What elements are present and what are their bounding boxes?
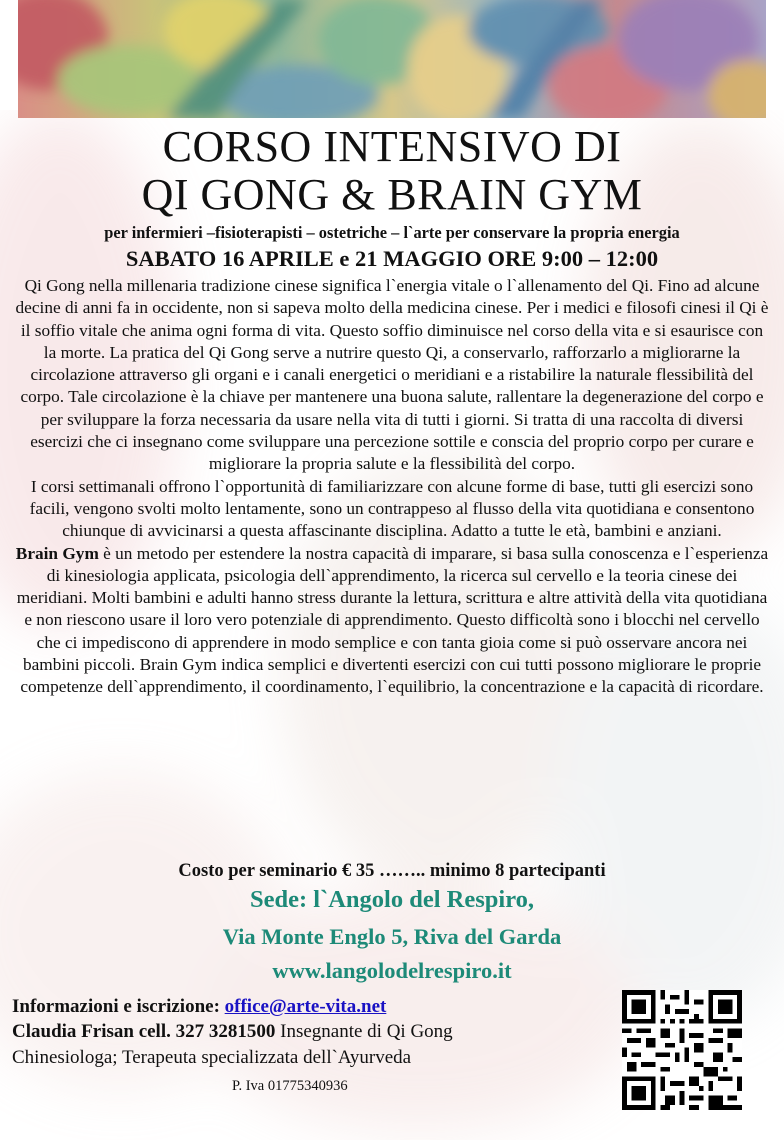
venue-address: Via Monte Englo 5, Riva del Garda: [222, 924, 562, 949]
cost-line: Costo per seminario € 35 …….. minimo 8 partecipanti: [178, 861, 606, 881]
vat-number: P. Iva 01775340936: [232, 1078, 348, 1094]
page-title-line-2: QI GONG & BRAIN GYM: [141, 170, 643, 219]
braingym-label: Brain Gym: [15, 543, 99, 563]
specialization-line: Chinesiologa; Terapeuta specializzata dell`Ayurveda: [12, 1047, 412, 1068]
braingym-paragraph: [14, 543, 770, 699]
braingym-text: è un metodo per estendere la nostra capacità di imparare, si basa sulla conoscenza e l`esperienza di kinesiologia applicata, psicologia dell`apprendimento, la ricerca sul cervello e la teoria cinese dei meridiani. Molti bambini e adulti hanno stress durante la lettura, scrittura e altre attività della vita quotidiana e non riescono usare il loro vero potenziale di apprendimento. Questo difficoltà sono i blocchi nel cervello che ci impediscono di apprendere in modo semplice e con tanta gioia come si può osservare ancora nei bambini piccoli. Brain Gym indica semplici e divertenti esercizi con cui tutti possono migliorare le proprie competenze dell`apprendimento, il coordinamento, l`equilibrio, la concentrazione e la capacità di ricordare.: [16, 543, 769, 697]
watercolor-banner-image: [18, 0, 766, 118]
info-label: Informazioni e iscrizione:: [12, 996, 220, 1017]
contact-role: Insegnante di Qi Gong: [275, 1021, 453, 1042]
course-dates: SABATO 16 APRILE e 21 MAGGIO ORE 9:00 – 12:00: [125, 246, 659, 271]
description-text: [14, 275, 770, 699]
qigong-paragraph: Qi Gong nella millenaria tradizione cinese significa l`energia vitale o l`allenamento del Qi. Fino ad alcune decine di anni fa in occidente, non si sapeva molto della medicina cinese. Per i medici e filosofi cinesi il Qi è il soffio vitale che anima ogni forma di vita. Questo soffio diminuisce nel corso della vita e si esaurisce con la morte. La pratica del Qi Gong serve a nutrire questo Qi, a conservarlo, rafforzarlo a migliorarne la circolazione attraverso gli organi e i canali energetici o meridiani e a ristabilire la naturale flessibilità del corpo. Tale circolazione è la chiave per mantenere una buona salute, rallentare la degenerazione del corpo e per sviluppare la forza necessaria da usare nella vita di tutti i giorni. Si tratta di una raccolta di diversi esercizi che ci insegnano come sviluppare una percezione sottile e conscia del proprio corpo per curare e migliorare la propria salute e la flessibilità del corpo.: [15, 276, 769, 474]
venue-website: www.langolodelrespiro.it: [272, 958, 512, 983]
email-link[interactable]: office@arte-vita.net: [224, 996, 387, 1017]
courses-paragraph: I corsi settimanali offrono l`opportunità di familiarizzare con alcune forme di base, tutti gli esercizi sono facili, vengono svolti molto lentamente, sono un contrappeso al flusso della vita quotidiana e consentono chiunque di avvicinarsi a questa affascinante disciplina. Adatto a tutte le età, bambini e anziani.: [29, 476, 755, 541]
qr-code-icon[interactable]: [622, 990, 742, 1110]
page-title-line-1: CORSO INTENSIVO DI: [162, 122, 622, 171]
contact-line: [12, 1019, 453, 1045]
info-line: [12, 994, 386, 1020]
contact-name-phone: Claudia Frisan cell. 327 3281500: [12, 1021, 276, 1042]
audience-subtitle: per infermieri –fisioterapisti – ostetriche – l`arte per conservare la propria energia: [104, 223, 680, 242]
venue-name: Sede: l`Angolo del Respiro,: [249, 886, 535, 913]
